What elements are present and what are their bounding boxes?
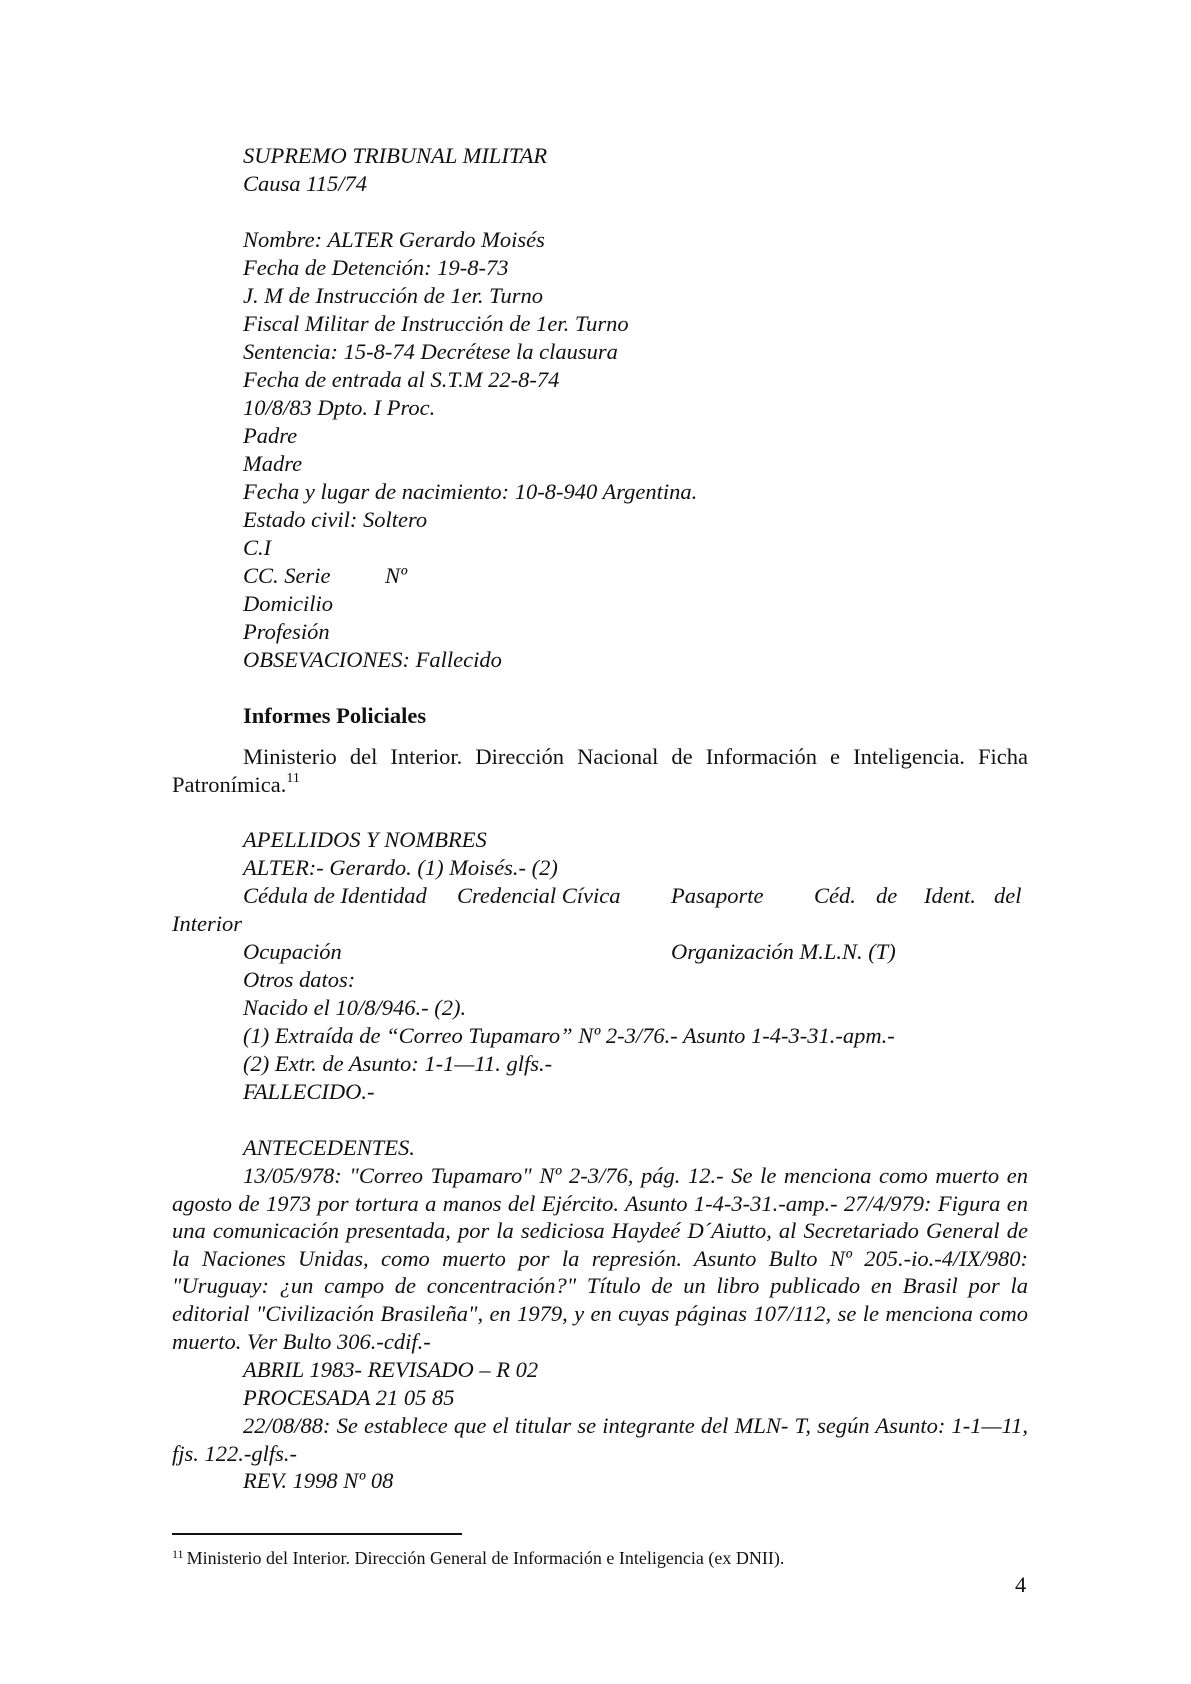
- record-line: Sentencia: 15-8-74 Decrétese la clausura: [243, 339, 618, 364]
- ficha-ocupacion: Ocupación: [243, 939, 342, 964]
- footnote-separator: [172, 1533, 462, 1535]
- page-number: 4: [1015, 1572, 1027, 1597]
- antecedentes-heading: ANTECEDENTES.: [243, 1135, 415, 1160]
- doc-col: del: [994, 883, 1022, 908]
- informes-intro-end: Patronímica.: [172, 772, 287, 797]
- ficha-line: Nacido el 10/8/946.- (2).: [243, 995, 467, 1020]
- record-line: Fecha de entrada al S.T.M 22-8-74: [243, 367, 560, 392]
- tribunal-title: SUPREMO TRIBUNAL MILITAR: [243, 143, 548, 168]
- record-line: Estado civil: Soltero: [243, 507, 428, 532]
- informes-intro-line1: [172, 743, 1028, 771]
- record-line: OBSEVACIONES: Fallecido: [243, 647, 502, 672]
- cc-serie-label: CC. Serie: [243, 563, 331, 588]
- antecedentes-paragraph: 13/05/978: "Correo Tupamaro" Nº 2-3/76, pág. 12.- Se le menciona como muerto en agosto de 1973 por tortura a manos del Ejército. Asunto 1-4-3-31.-amp.- 27/4/979: Figura en una comunicación presentada, por la sediciosa Haydeé D´Aiutto, al Secretariado General de la Naciones Unidas, como muerto por la represión. Asunto Bulto Nº 205.-io.-4/IX/980: "Uruguay: ¿un campo de concentración?" Título de un libro publicado en Brasil por la editorial "Civilización Brasileña", en 1979, y en cuyas páginas 107/112, se le menciona como muerto. Ver Bulto 306.-cdif.-: [172, 1163, 1028, 1354]
- record-line: Fecha y lugar de nacimiento: 10-8-940 Argentina.: [243, 479, 698, 504]
- ficha-apellidos-label: APELLIDOS Y NOMBRES: [243, 827, 487, 852]
- ficha-line: Otros datos:: [243, 967, 356, 992]
- cc-serie-num: Nº: [385, 563, 407, 588]
- ficha-line: (2) Extr. de Asunto: 1-1—11. glfs.-: [243, 1051, 553, 1076]
- record-line: Domicilio: [243, 591, 333, 616]
- doc-col: Ident.: [924, 883, 976, 908]
- informes-intro-line2: [172, 771, 300, 799]
- doc-col: de: [876, 883, 898, 908]
- ficha-line: FALLECIDO.-: [243, 1079, 375, 1104]
- footnote-number: 11: [172, 1547, 184, 1561]
- ficha-organizacion: Organización M.L.N. (T): [671, 939, 896, 964]
- footnote: [172, 1547, 784, 1569]
- section-heading: Informes Policiales: [243, 703, 427, 728]
- ficha-line: (1) Extraída de “Correo Tupamaro” Nº 2-3/76.- Asunto 1-4-3-31.-apm.-: [243, 1023, 895, 1048]
- antecedentes-paragraph-2: 22/08/88: Se establece que el titular se integrante del MLN- T, según Asunto: 1-1—11, fjs. 122.-glfs.-: [172, 1413, 1028, 1466]
- doc-col: Pasaporte: [671, 883, 764, 908]
- causa-number: Causa 115/74: [243, 171, 367, 196]
- antecedentes-rev: REV. 1998 Nº 08: [243, 1468, 394, 1493]
- antecedentes-procesada: PROCESADA 21 05 85: [243, 1385, 455, 1410]
- record-line: 10/8/83 Dpto. I Proc.: [243, 395, 436, 420]
- record-line: Fiscal Militar de Instrucción de 1er. Turno: [243, 311, 629, 336]
- record-line: C.I: [243, 535, 272, 560]
- footnote-ref: 11: [286, 771, 300, 786]
- informes-intro-text: Ministerio del Interior. Dirección Nacional de Información e Inteligencia. Ficha: [243, 744, 1028, 769]
- doc-col: Céd.: [814, 883, 856, 908]
- ficha-apellidos-value: ALTER:- Gerardo. (1) Moisés.- (2): [243, 855, 558, 880]
- antecedentes-abril: ABRIL 1983- REVISADO – R 02: [243, 1357, 539, 1382]
- ficha-doc-wrap: Interior: [172, 911, 242, 936]
- record-line: J. M de Instrucción de 1er. Turno: [243, 283, 543, 308]
- doc-col: Cédula de Identidad: [243, 883, 427, 908]
- record-line: Madre: [243, 451, 303, 476]
- doc-col: Credencial Cívica: [457, 883, 621, 908]
- record-line: Padre: [243, 423, 298, 448]
- record-line: Fecha de Detención: 19-8-73: [243, 255, 509, 280]
- record-line: Profesión: [243, 619, 330, 644]
- footnote-text: Ministerio del Interior. Dirección General de Información e Inteligencia (ex DNII).: [186, 1548, 785, 1568]
- record-line: Nombre: ALTER Gerardo Moisés: [243, 227, 545, 252]
